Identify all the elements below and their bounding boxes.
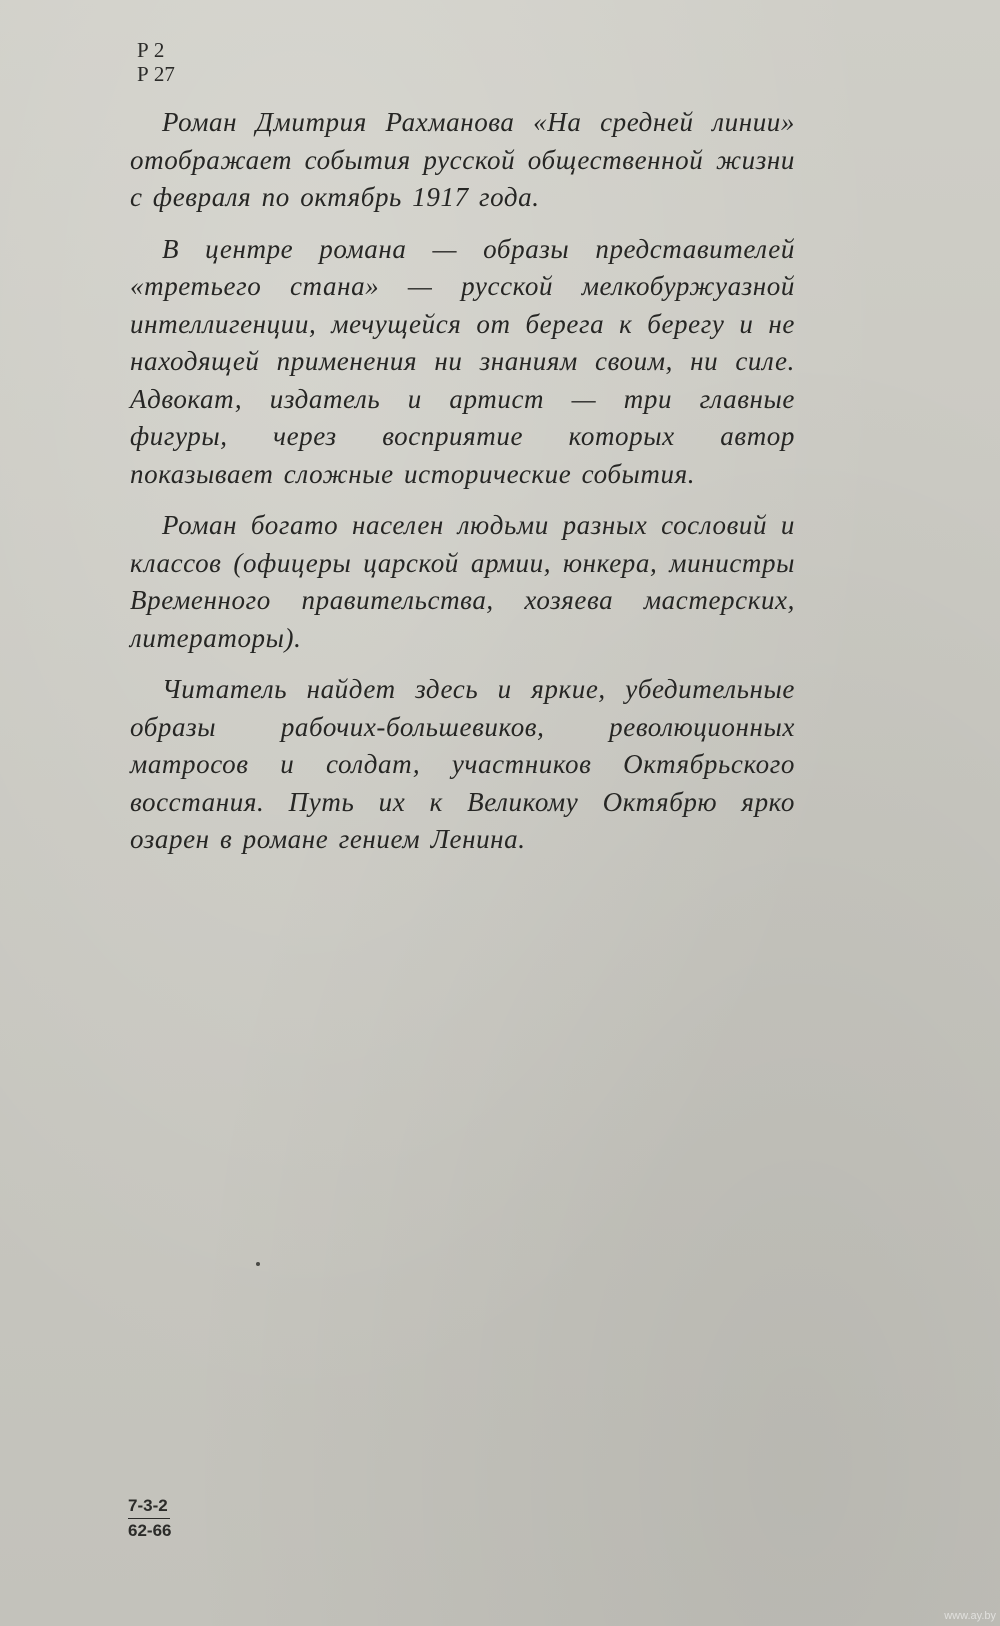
index-code-line-1: Р 2 xyxy=(137,38,165,62)
book-annotation xyxy=(130,104,795,873)
library-index-code xyxy=(137,38,175,86)
print-code-denominator: 62-66 xyxy=(128,1521,172,1540)
index-code-line-2: Р 27 xyxy=(137,62,175,86)
annotation-paragraph-4: Читатель найдет здесь и яркие, убедительные образы рабочих-большевиков, революционных матросов и солдат, участников Октябрьского восстания. Путь их к Великому Октябрю ярко озарен в романе гением Ленина. xyxy=(130,674,795,854)
annotation-paragraph-1: Роман Дмитрия Рахманова «На средней линии» отображает события русской общественной жизни с февраля по октябрь 1917 года. xyxy=(130,107,795,212)
annotation-paragraph-3: Роман богато населен людьми разных сословий и классов (офицеры царской армии, юнкера, министры Временного правительства, хозяева мастерских, литераторы). xyxy=(130,510,795,653)
print-code xyxy=(128,1496,171,1541)
paper-speck xyxy=(256,1262,260,1266)
annotation-paragraph-2: В центре романа — образы представителей «третьего стана» — русской мелкобуржуазной интеллигенции, мечущейся от берега к берегу и не находящей применения ни знаниям своим, ни силе. Адвокат, издатель и артист — три главные фигуры, через восприятие которых автор показывает сложные исторические события. xyxy=(130,233,795,489)
print-code-numerator: 7-3-2 xyxy=(128,1496,170,1519)
site-watermark: www.ay.by xyxy=(944,1610,996,1622)
